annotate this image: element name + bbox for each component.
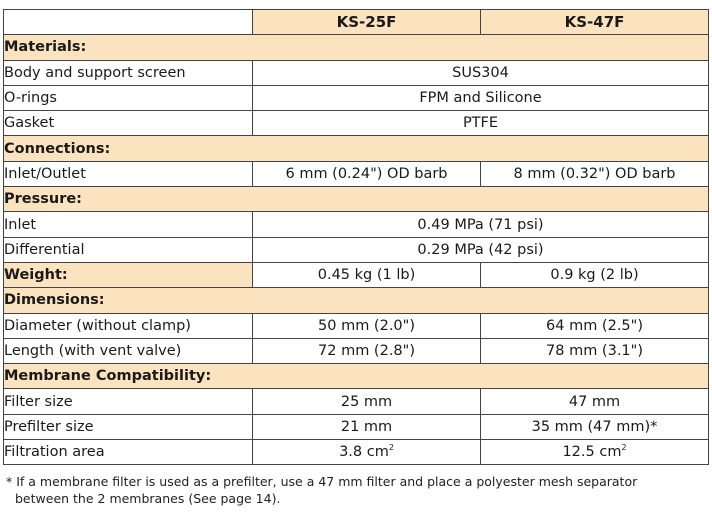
footnote (6, 473, 706, 507)
row-label: Filter size (4, 389, 253, 414)
table-row (4, 440, 709, 465)
row-value-ks47 (481, 440, 709, 465)
table-row (4, 212, 709, 237)
area-unit-exponent: 2 (388, 443, 394, 453)
area-unit-exponent: 2 (621, 443, 627, 453)
area-value-ks47: 12.5 cm (562, 444, 622, 461)
row-label: Filtration area (4, 440, 253, 465)
section-title: Materials: (4, 35, 709, 60)
area-value-ks25: 3.8 cm (339, 444, 389, 461)
header-corner-cell (4, 10, 253, 35)
row-value: PTFE (253, 111, 709, 136)
section-title: Weight: (4, 262, 253, 287)
header-ks47: KS-47F (481, 10, 709, 35)
header-ks25: KS-25F (253, 10, 481, 35)
table-row (4, 85, 709, 110)
row-value-ks47: 0.9 kg (2 lb) (481, 262, 709, 287)
row-value-ks25: 25 mm (253, 389, 481, 414)
row-label: Inlet (4, 212, 253, 237)
row-value-ks25: 72 mm (2.8") (253, 338, 481, 363)
row-value-ks47: 64 mm (2.5") (481, 313, 709, 338)
row-value: 0.49 MPa (71 psi) (253, 212, 709, 237)
footnote-line-1: * If a membrane filter is used as a prefilter, use a 47 mm filter and place a polyester mesh separator (6, 474, 638, 489)
section-title: Dimensions: (4, 288, 709, 313)
row-value-ks25 (253, 440, 481, 465)
row-label: Body and support screen (4, 60, 253, 85)
section-connections (4, 136, 709, 161)
row-label: Differential (4, 237, 253, 262)
section-materials (4, 35, 709, 60)
table-row (4, 161, 709, 186)
row-value-ks25: 6 mm (0.24") OD barb (253, 161, 481, 186)
section-title: Pressure: (4, 187, 709, 212)
row-value-ks25: 0.45 kg (1 lb) (253, 262, 481, 287)
row-value: FPM and Silicone (253, 85, 709, 110)
header-row (4, 10, 709, 35)
table-row (4, 111, 709, 136)
table-row (4, 313, 709, 338)
footnote-line-2: between the 2 membranes (See page 14). (15, 491, 281, 506)
row-value-ks47: 35 mm (47 mm)* (481, 414, 709, 439)
section-dimensions (4, 288, 709, 313)
row-label: Prefilter size (4, 414, 253, 439)
section-title: Membrane Compatibility: (4, 364, 709, 389)
table-row (4, 338, 709, 363)
row-value-ks25: 50 mm (2.0") (253, 313, 481, 338)
table-row (4, 414, 709, 439)
row-value-ks25: 21 mm (253, 414, 481, 439)
row-label: Gasket (4, 111, 253, 136)
section-membrane-compatibility (4, 364, 709, 389)
section-title: Connections: (4, 136, 709, 161)
spec-table (3, 9, 709, 465)
row-value: 0.29 MPa (42 psi) (253, 237, 709, 262)
row-value-ks47: 8 mm (0.32") OD barb (481, 161, 709, 186)
row-label: Length (with vent valve) (4, 338, 253, 363)
table-row (4, 237, 709, 262)
table-row (4, 389, 709, 414)
row-value-ks47: 78 mm (3.1") (481, 338, 709, 363)
section-pressure (4, 187, 709, 212)
row-label: Diameter (without clamp) (4, 313, 253, 338)
table-row (4, 60, 709, 85)
row-value-ks47: 47 mm (481, 389, 709, 414)
row-label: O-rings (4, 85, 253, 110)
row-value: SUS304 (253, 60, 709, 85)
section-weight (4, 262, 709, 287)
row-label: Inlet/Outlet (4, 161, 253, 186)
